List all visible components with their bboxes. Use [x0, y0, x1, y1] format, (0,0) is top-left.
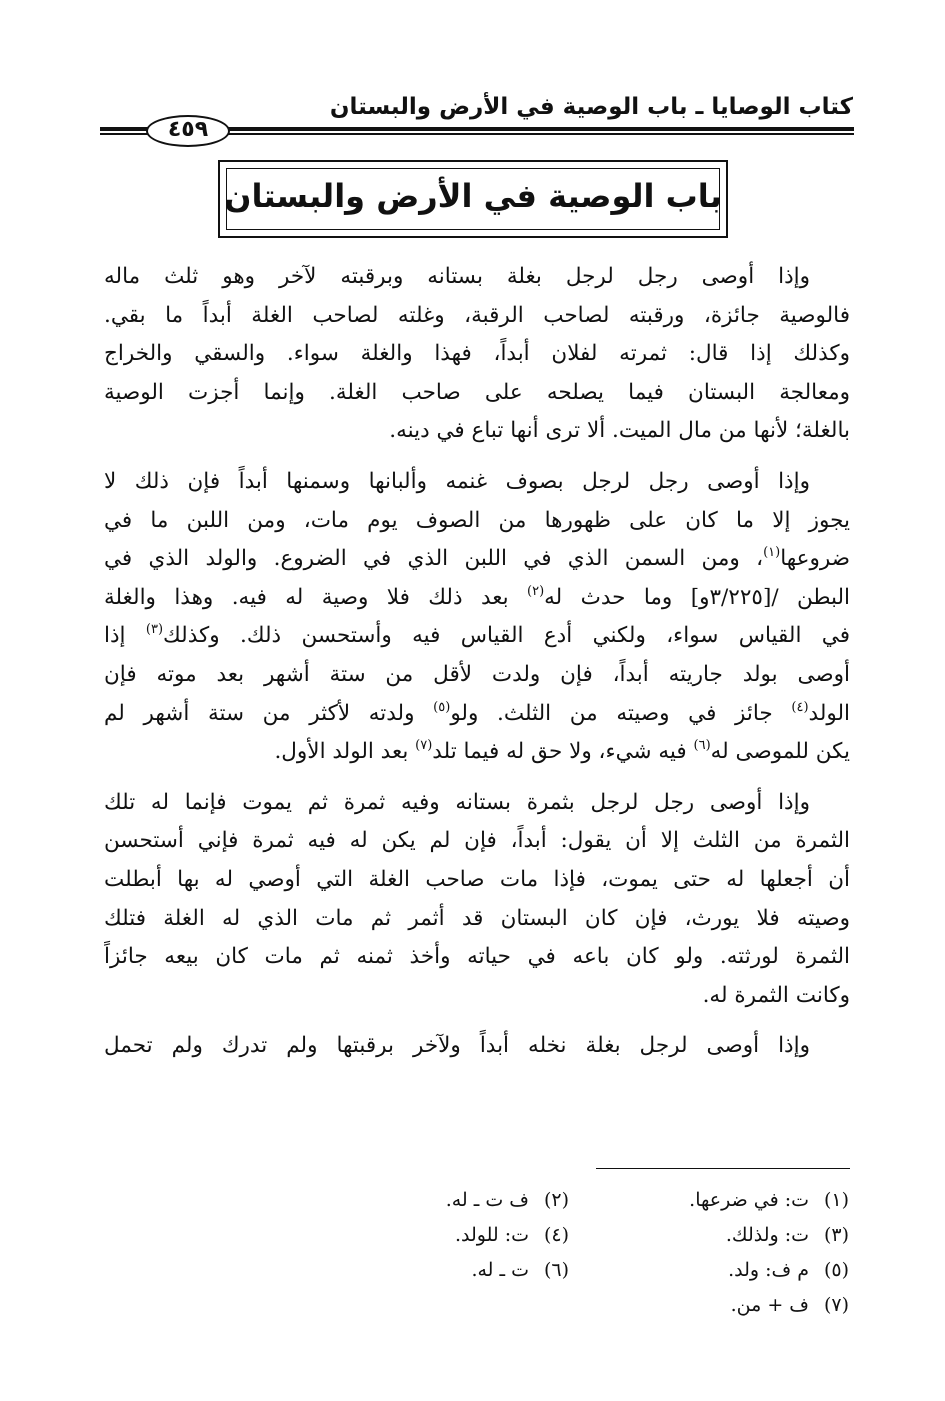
text-line: وإذا أوصى لرجل بغلة نخله أبداً ولآخر برقبتها ولم تدرك ولم تحمل [104, 1033, 810, 1059]
text-line: أن أجعلها له حتى يموت، فإذا مات صاحب الغلة التي أوصي له بها أبطلت [104, 866, 850, 892]
footnote [569, 1183, 849, 1218]
footnote [569, 1288, 849, 1323]
footnote-row [289, 1253, 849, 1288]
paragraph-1 [104, 258, 850, 451]
text-line: ومعالجة البستان فيما يصلحه على صاحب الغلة. وإنما أجزت الوصية [104, 379, 850, 405]
footnotes [289, 1183, 849, 1323]
text-line: بالغلة؛ لأنها من مال الميت. ألا ترى أنها تباع في دينه. [389, 418, 850, 444]
footnote-row [289, 1218, 849, 1253]
header-rule [228, 127, 854, 135]
text-run: إذا [104, 623, 146, 649]
chapter-title: باب الوصية في الأرض والبستان [224, 177, 722, 215]
text-line: وصيته فلا يورث، فإن كان البستان قد أثمر ثم مات الذي له الغلة فتلك [104, 905, 850, 931]
footnote-mark: (٧) [415, 738, 433, 754]
text-line: وإذا أوصى رجل لرجل بغلة بستانه وبرقبته لآخر وهو ثلث ماله [104, 264, 810, 289]
header-rule-left [100, 127, 148, 135]
text-line: فالوصية جائزة، ورقبته لصاحب الرقبة، وغلته لصاحب الغلة أبداً ما بقي. [104, 302, 850, 328]
footnote-number: (٣) [823, 1224, 849, 1246]
footnote-mark: (٣) [145, 622, 164, 638]
footnote-text: م ف: ولد. [728, 1259, 809, 1281]
text-run: فيه شيء، ولا حق له فيما تلد [432, 739, 694, 765]
text-line [104, 540, 850, 579]
text-line: الثمرة من الثلث إلا أن يقول: أبداً، فإن لم يكن له فيه ثمرة فإني أستحسن [104, 828, 850, 854]
text-line: وكذلك إذا قال: ثمرته لفلان أبداً، فهذا والغلة سواء. والسقي والخراج [104, 341, 850, 367]
footnote-number: (٦) [543, 1259, 569, 1281]
footnote-mark: (٥) [433, 699, 451, 715]
footnote-text: ت: للولد. [454, 1224, 529, 1246]
text-run: يكن للموصى له [710, 739, 850, 765]
text-line: وإذا أوصى رجل لرجل بثمرة بستانه وفيه ثمرة ثم يموت فإنما له تلك [104, 789, 810, 815]
footnote-number: (٧) [823, 1294, 849, 1316]
chapter-title-frame [218, 160, 728, 238]
footnote-number: (٤) [543, 1224, 569, 1246]
footnote-mark: (٦) [693, 738, 711, 754]
text-run: جائز في وصيته من الثلث. ولو [450, 700, 792, 726]
footnote-mark: (١) [763, 545, 781, 561]
text-run: في القياس سواء، ولكني أدع القياس فيه وأستحسن ذلك. وكذلك [163, 623, 850, 649]
footnote-text: ت ـ له. [471, 1259, 529, 1281]
text-run: ولدته لأكثر من ستة أشهر لم [104, 700, 434, 726]
text-line [104, 617, 850, 656]
footnote [289, 1253, 569, 1288]
text-line [104, 695, 850, 734]
body-text [104, 258, 850, 1078]
footnote-separator [596, 1168, 850, 1169]
footnote-text: ف ت ـ له. [445, 1189, 529, 1211]
text-line: يجوز إلا ما كان على ظهورها من الصوف يوم مات، ومن اللبن ما في [104, 507, 850, 533]
text-line: وكانت الثمرة له. [702, 982, 850, 1008]
footnote-row [289, 1183, 849, 1218]
footnote [289, 1183, 569, 1218]
text-line: أوصى بولد جاريته أبداً، فإن ولدت لأقل من ستة أشهر بعد موته فإن [104, 661, 850, 687]
paragraph-4 [104, 1027, 850, 1066]
running-header: كتاب الوصايا ـ باب الوصية في الأرض والبستان [329, 94, 853, 120]
text-run: بعد الولد الأول. [274, 739, 416, 765]
text-run: بعد ذلك فلا وصية له فيه. وهذا والغلة [104, 584, 528, 610]
footnote-mark: (٤) [791, 699, 809, 715]
text-run: ، ومن السمن الذي في اللبن الذي في الضروع. والولد الذي في [104, 546, 764, 572]
footnote [289, 1218, 569, 1253]
footnote [569, 1253, 849, 1288]
text-line [104, 733, 850, 772]
footnote-row [289, 1288, 849, 1323]
text-line: الثمرة لورثته. ولو كان باعه في حياته وأخذ ثمنه ثم مات كان بيعه جائزاً [104, 944, 850, 970]
text-run: ضروعها [780, 546, 850, 572]
page-number: ٤٥٩ [146, 115, 230, 147]
paragraph-3 [104, 784, 850, 1016]
text-run: الولد [808, 700, 850, 726]
footnote-number: (٢) [543, 1189, 569, 1211]
footnote [569, 1218, 849, 1253]
footnote-number: (٥) [823, 1259, 849, 1281]
footnote-text: ف + من. [730, 1294, 809, 1316]
text-line: وإذا أوصى رجل لرجل بصوف غنمه وألبانها وسمنها أبداً فإن ذلك لا [104, 468, 810, 494]
paragraph-2 [104, 463, 850, 772]
footnote-text: ت: في ضرعها. [689, 1189, 809, 1211]
footnote-number: (١) [823, 1189, 849, 1211]
text-line [104, 579, 850, 618]
footnote-mark: (٢) [527, 583, 545, 599]
footnote-text: ت: ولذلك. [725, 1224, 809, 1246]
text-run: البطن /[٣/٢٢٥و] وما حدث له [544, 584, 850, 610]
